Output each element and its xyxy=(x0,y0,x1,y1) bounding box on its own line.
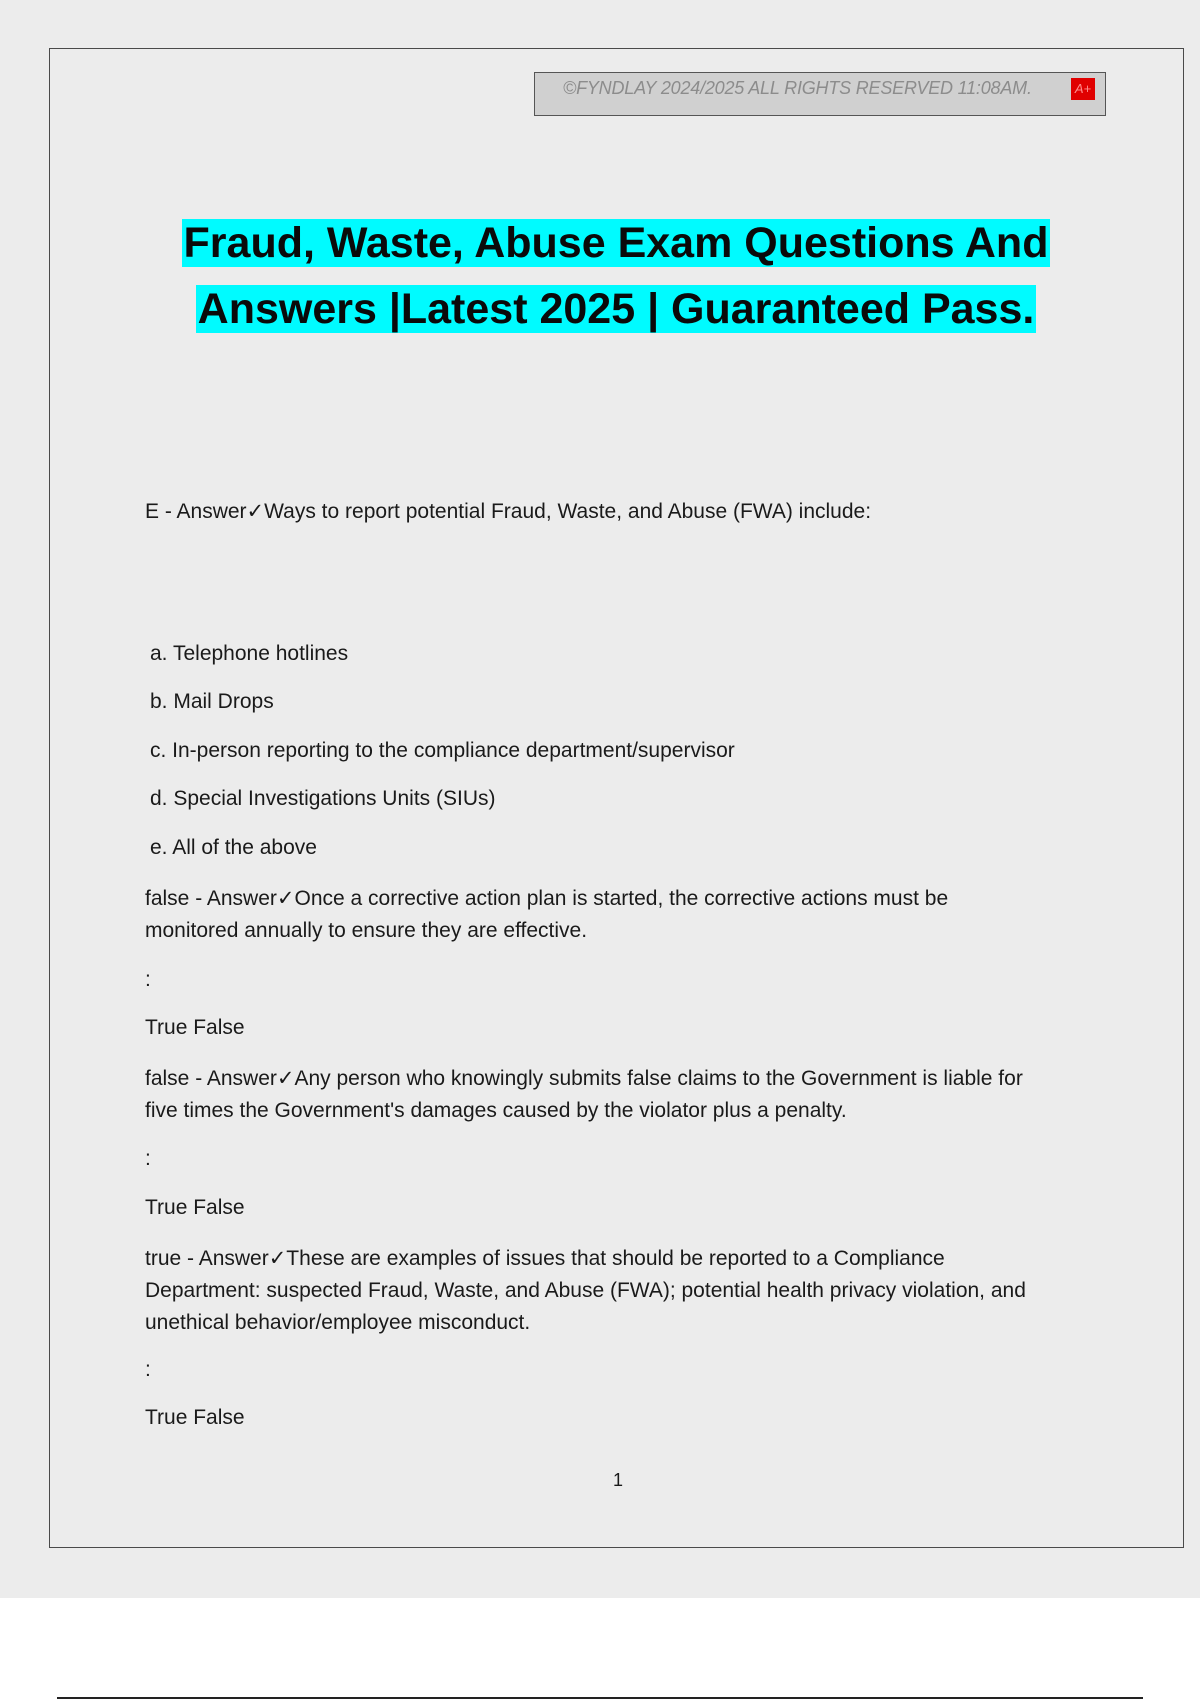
question-4-line-2: Department: suspected Fraud, Waste, and Abuse (FWA); potential health privacy violation, and xyxy=(145,1279,1026,1302)
question-4-line-3: unethical behavior/employee misconduct. xyxy=(145,1311,531,1334)
question-2-line-2: monitored annually to ensure they are effective. xyxy=(145,919,588,942)
grade-badge: A+ xyxy=(1071,78,1095,100)
question-2-choices: True False xyxy=(145,1016,245,1039)
question-3-line-1: false - Answer✓Any person who knowingly submits false claims to the Government is liable for xyxy=(145,1067,1023,1090)
question-3-line-2: five times the Government's damages caused by the violator plus a penalty. xyxy=(145,1099,847,1122)
question-1-text: E - Answer✓Ways to report potential Fraud, Waste, and Abuse (FWA) include: xyxy=(145,500,872,523)
document-title xyxy=(80,210,1152,342)
question-4-line-1: true - Answer✓These are examples of issues that should be reported to a Compliance xyxy=(145,1247,945,1270)
question-2-colon: : xyxy=(145,968,151,991)
copyright-header xyxy=(534,72,1106,116)
question-3-choices: True False xyxy=(145,1196,245,1219)
question-4-choices: True False xyxy=(145,1406,245,1429)
option-e: e. All of the above xyxy=(150,836,317,859)
copyright-text: ©FYNDLAY 2024/2025 ALL RIGHTS RESERVED 11:08AM. xyxy=(563,78,1032,98)
option-b: b. Mail Drops xyxy=(150,690,274,713)
title-line-2: Answers |Latest 2025 | Guaranteed Pass. xyxy=(197,285,1035,333)
question-4-colon: : xyxy=(145,1358,151,1381)
footer-divider xyxy=(57,1697,1143,1699)
option-a: a. Telephone hotlines xyxy=(150,642,349,665)
question-2-line-1: false - Answer✓Once a corrective action plan is started, the corrective actions must be xyxy=(145,887,949,910)
title-line-1: Fraud, Waste, Abuse Exam Questions And xyxy=(183,219,1049,267)
option-d: d. Special Investigations Units (SIUs) xyxy=(150,787,496,810)
question-3-colon: : xyxy=(145,1147,151,1170)
option-c: c. In-person reporting to the compliance department/supervisor xyxy=(150,739,735,762)
page-number: 1 xyxy=(612,1470,623,1490)
